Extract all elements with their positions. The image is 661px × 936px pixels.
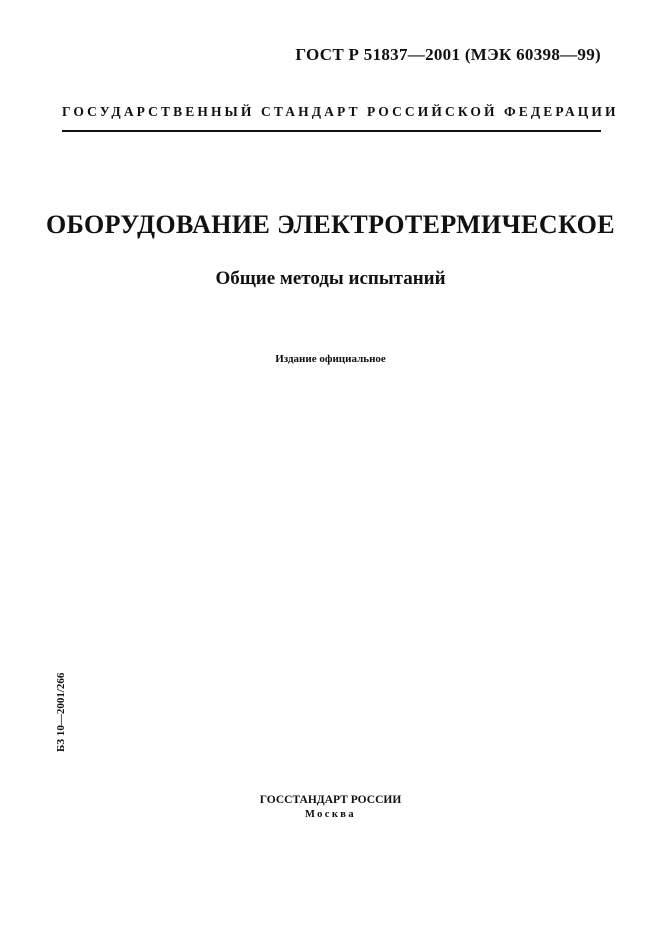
document-subtitle: Общие методы испытаний — [215, 268, 446, 289]
document-code: ГОСТ Р 51837—2001 (МЭК 60398—99) — [295, 45, 601, 64]
publisher-city: Москва — [304, 809, 357, 820]
publisher-name: ГОССТАНДАРТ РОССИИ — [259, 794, 402, 806]
edition-note: Издание официальное — [275, 353, 386, 365]
side-registration-code: БЗ 10—2001/266 — [55, 672, 67, 752]
header-rule — [62, 130, 601, 132]
state-standard-heading: ГОСУДАРСТВЕННЫЙ СТАНДАРТ РОССИЙСКОЙ ФЕДЕРАЦИИ — [62, 104, 619, 119]
document-title: ОБОРУДОВАНИЕ ЭЛЕКТРОТЕРМИЧЕСКОЕ — [45, 210, 616, 239]
